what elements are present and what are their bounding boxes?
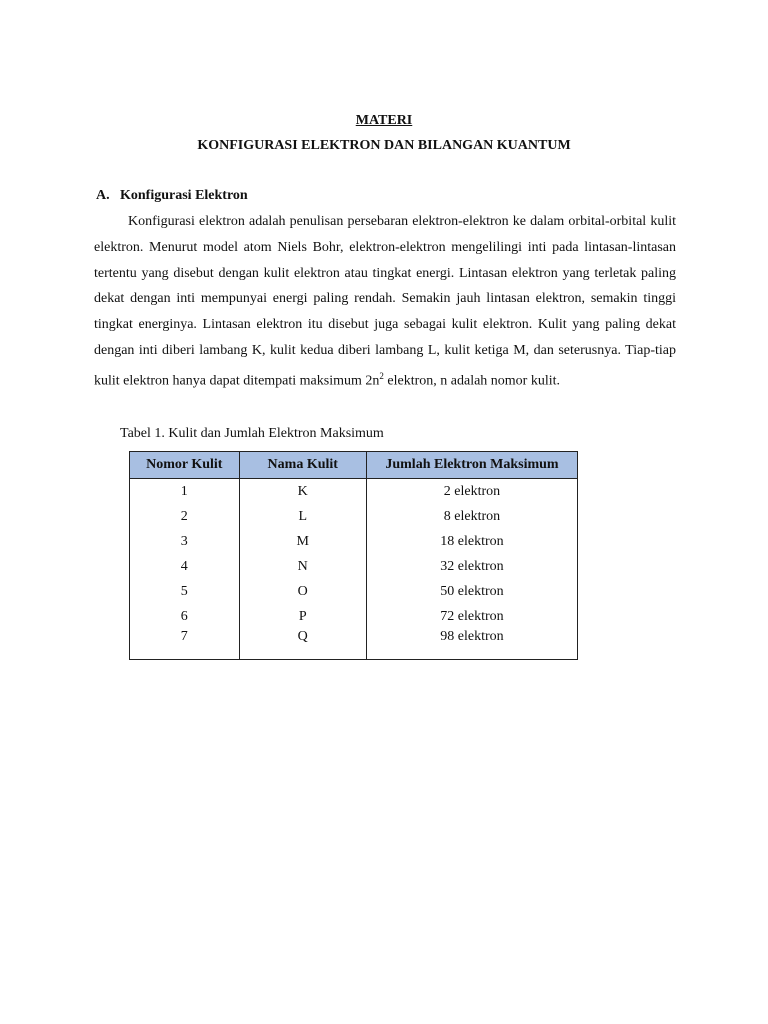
section-title: Konfigurasi Elektron [120, 188, 248, 203]
shell-table [129, 451, 578, 660]
cell-nama: Q [239, 629, 366, 660]
paragraph-text-end: elektron, n adalah nomor kulit. [383, 373, 561, 389]
table-caption: Tabel 1. Kulit dan Jumlah Elektron Maksimum [120, 426, 384, 441]
cell-nama: O [239, 579, 366, 604]
cell-nama: M [239, 529, 366, 554]
table-row [130, 579, 578, 604]
cell-nama: P [239, 604, 366, 629]
cell-nomor: 7 [130, 629, 240, 660]
paragraph-text: Konfigurasi elektron adalah penulisan persebaran elektron-elektron ke dalam orbital-orbital kulit elektron. Menurut model atom Niels Bohr, elektron-elektron mengelilingi inti pada lintasan-lintasan tertentu yang disebut dengan kulit elektron atau tingkat energi. Lintasan elektron yang terletak paling dekat dengan inti mempunyai energi paling rendah. Semakin jauh lintasan elektron, semakin tinggi tingkat energinya. Lintasan elektron itu disebut juga sebagai kulit elektron. Kulit yang paling dekat dengan inti diberi lambang K, kulit kedua diberi lambang L, kulit ketiga M, dan seterusnya. Tiap-tiap kulit elektron hanya dapat ditempati maksimum 2n [94, 214, 676, 389]
cell-jumlah: 72 elektron [366, 604, 577, 629]
cell-jumlah: 8 elektron [366, 504, 577, 529]
body-paragraph [94, 209, 676, 394]
cell-nomor: 4 [130, 554, 240, 579]
cell-nama: N [239, 554, 366, 579]
table-row [130, 629, 578, 660]
table-row [130, 554, 578, 579]
cell-nama: L [239, 504, 366, 529]
table-row [130, 479, 578, 505]
cell-jumlah: 50 elektron [366, 579, 577, 604]
table-row [130, 604, 578, 629]
materi-heading: MATERI [355, 113, 413, 128]
header-nama-kulit: Nama Kulit [239, 452, 366, 479]
superscript-exponent: 2 [379, 370, 384, 381]
section-heading [96, 188, 248, 204]
cell-nomor: 5 [130, 579, 240, 604]
cell-nomor: 1 [130, 479, 240, 505]
cell-nomor: 2 [130, 504, 240, 529]
table-header-row [130, 452, 578, 479]
cell-jumlah: 2 elektron [366, 479, 577, 505]
cell-jumlah: 98 elektron [366, 629, 577, 660]
header-jumlah-elektron: Jumlah Elektron Maksimum [366, 452, 577, 479]
header-nomor-kulit: Nomor Kulit [130, 452, 240, 479]
cell-nomor: 6 [130, 604, 240, 629]
cell-jumlah: 18 elektron [366, 529, 577, 554]
cell-nomor: 3 [130, 529, 240, 554]
table-row [130, 504, 578, 529]
page-title: KONFIGURASI ELEKTRON DAN BILANGAN KUANTUM [197, 138, 571, 153]
cell-jumlah: 32 elektron [366, 554, 577, 579]
table-row [130, 529, 578, 554]
cell-nama: K [239, 479, 366, 505]
section-number: A. [96, 188, 110, 203]
